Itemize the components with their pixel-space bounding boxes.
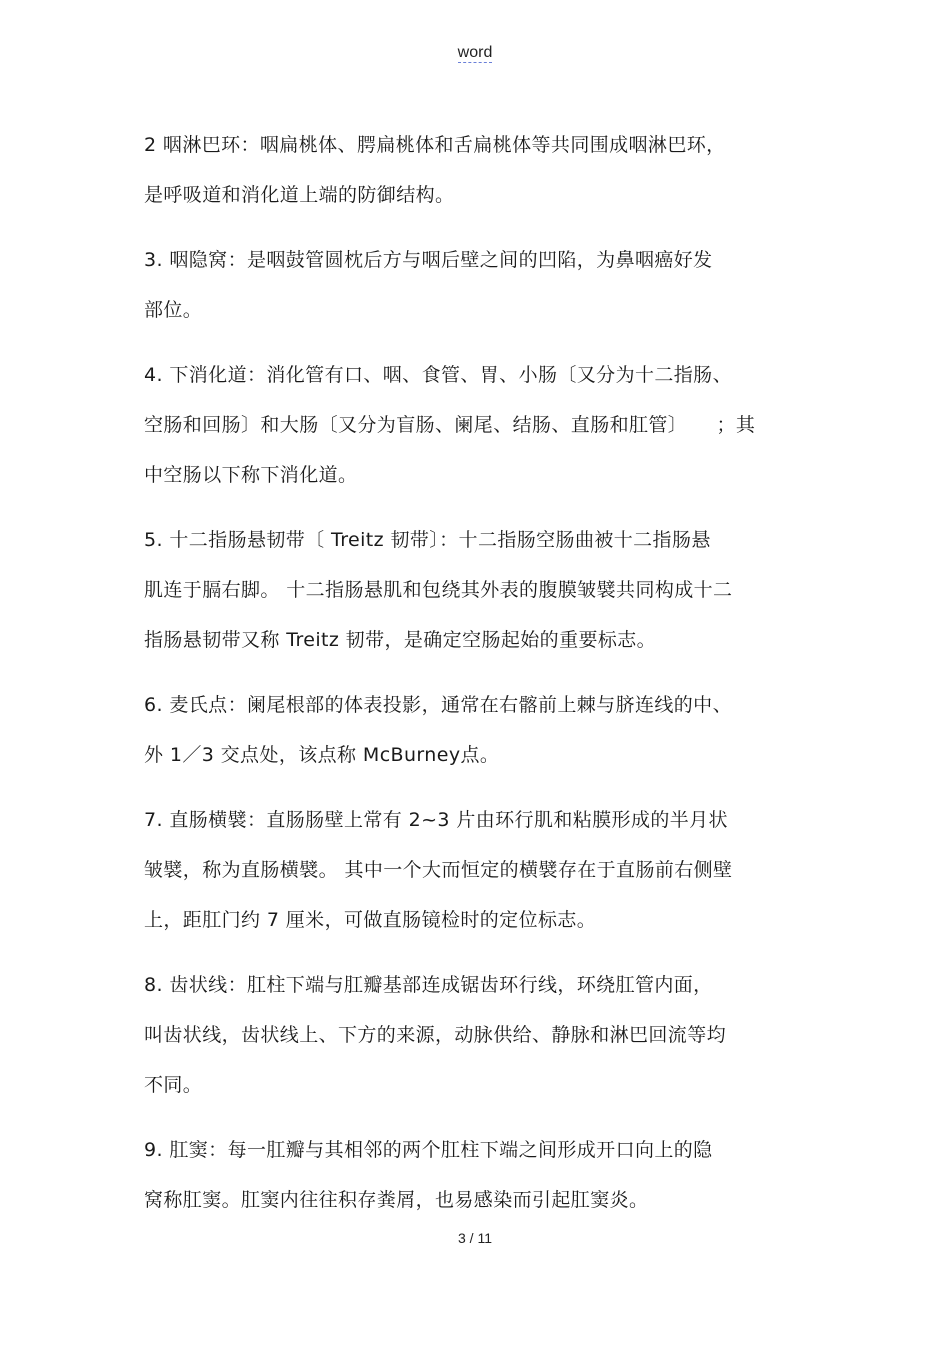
paragraph-line: 9. 肛窦：每一肛瓣与其相邻的两个肛柱下端之间形成开口向上的隐 (144, 1139, 713, 1161)
paragraph-pharyngeal-recess (144, 235, 814, 335)
document-body (144, 120, 814, 1240)
paragraph-line: 4. 下消化道：消化管有口、咽、食管、胃、小肠〔又分为十二指肠、 (144, 364, 732, 386)
paragraph-line: 6. 麦氏点：阑尾根部的体表投影，通常在右髂前上棘与脐连线的中、 (144, 694, 732, 716)
paragraph-line: 空肠和回肠〕和大肠〔又分为盲肠、阑尾、结肠、直肠和肛管〕 ；其 (144, 414, 756, 436)
header-title: word (457, 44, 493, 61)
paragraph-line: 指肠悬韧带又称 Treitz 韧带，是确定空肠起始的重要标志。 (144, 629, 657, 651)
paragraph-line: 5. 十二指肠悬韧带〔 Treitz 韧带〕：十二指肠空肠曲被十二指肠悬 (144, 529, 711, 551)
paragraph-line: 不同。 (144, 1074, 203, 1096)
paragraph-lower-digestive-tract (144, 350, 814, 500)
paragraph-line: 3. 咽隐窝：是咽鼓管圆枕后方与咽后壁之间的凹陷，为鼻咽癌好发 (144, 249, 713, 271)
paragraph-suspensory-ligament (144, 515, 814, 665)
paragraph-line: 肌连于膈右脚。 十二指肠悬肌和包绕其外表的腹膜皱襞共同构成十二 (144, 579, 733, 601)
paragraph-line: 是呼吸道和消化道上端的防御结构。 (144, 184, 455, 206)
paragraph-rectal-folds (144, 795, 814, 945)
paragraph-mcburney-point (144, 680, 814, 780)
paragraph-line: 窝称肛窦。肛窦内往往积存粪屑，也易感染而引起肛窦炎。 (144, 1189, 649, 1211)
page-header (0, 44, 950, 62)
paragraph-line: 上，距肛门约 7 厘米，可做直肠镜检时的定位标志。 (144, 909, 597, 931)
paragraph-line: 部位。 (144, 299, 203, 321)
paragraph-line: 外 1／3 交点处，该点称 McBurney点。 (144, 744, 500, 766)
paragraph-line: 皱襞，称为直肠横襞。 其中一个大而恒定的横襞存在于直肠前右侧壁 (144, 859, 733, 881)
paragraph-line: 7. 直肠横襞：直肠肠壁上常有 2~3 片由环行肌和粘膜形成的半月状 (144, 809, 728, 831)
page-number: 3 / 11 (458, 1230, 492, 1246)
paragraph-line: 中空肠以下称下消化道。 (144, 464, 358, 486)
paragraph-line: 叫齿状线，齿状线上、下方的来源，动脉供给、静脉和淋巴回流等均 (144, 1024, 727, 1046)
paragraph-anal-sinus (144, 1125, 814, 1225)
paragraph-line: 2 咽淋巴环：咽扁桃体、腭扁桃体和舌扁桃体等共同围成咽淋巴环， (144, 134, 726, 156)
paragraph-dentate-line (144, 960, 814, 1110)
paragraph-pharyngeal-lymphatic-ring (144, 120, 814, 220)
paragraph-line: 8. 齿状线：肛柱下端与肛瓣基部连成锯齿环行线，环绕肛管内面， (144, 974, 713, 996)
